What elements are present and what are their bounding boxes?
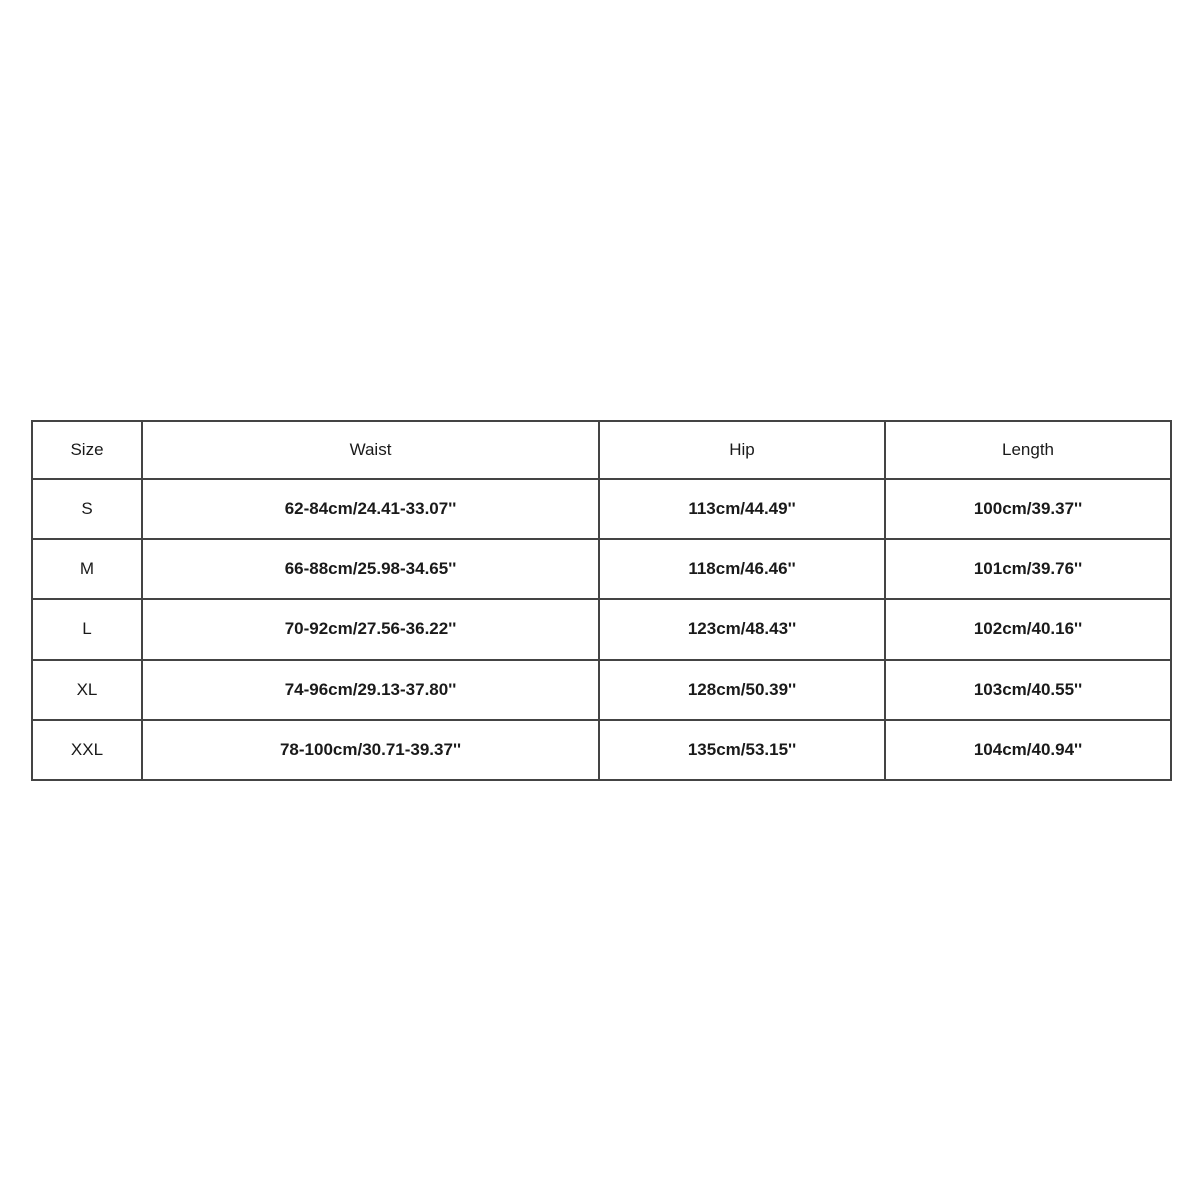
header-waist: Waist bbox=[142, 421, 599, 479]
table-header bbox=[32, 421, 1171, 479]
header-row bbox=[32, 421, 1171, 479]
waist-cell: 66-88cm/25.98-34.65'' bbox=[142, 539, 599, 599]
table-row bbox=[32, 599, 1171, 659]
size-cell: S bbox=[32, 479, 142, 539]
waist-cell: 62-84cm/24.41-33.07'' bbox=[142, 479, 599, 539]
hip-cell: 128cm/50.39'' bbox=[599, 660, 885, 720]
hip-cell: 113cm/44.49'' bbox=[599, 479, 885, 539]
table-row bbox=[32, 479, 1171, 539]
length-cell: 104cm/40.94'' bbox=[885, 720, 1171, 780]
length-cell: 102cm/40.16'' bbox=[885, 599, 1171, 659]
size-cell: M bbox=[32, 539, 142, 599]
length-cell: 101cm/39.76'' bbox=[885, 539, 1171, 599]
table-row bbox=[32, 720, 1171, 780]
length-cell: 103cm/40.55'' bbox=[885, 660, 1171, 720]
length-cell: 100cm/39.37'' bbox=[885, 479, 1171, 539]
waist-cell: 70-92cm/27.56-36.22'' bbox=[142, 599, 599, 659]
size-cell: L bbox=[32, 599, 142, 659]
size-cell: XL bbox=[32, 660, 142, 720]
header-size: Size bbox=[32, 421, 142, 479]
table-body bbox=[32, 479, 1171, 780]
header-hip: Hip bbox=[599, 421, 885, 479]
table-row bbox=[32, 539, 1171, 599]
waist-cell: 78-100cm/30.71-39.37'' bbox=[142, 720, 599, 780]
size-chart-table bbox=[31, 420, 1172, 781]
hip-cell: 118cm/46.46'' bbox=[599, 539, 885, 599]
hip-cell: 135cm/53.15'' bbox=[599, 720, 885, 780]
hip-cell: 123cm/48.43'' bbox=[599, 599, 885, 659]
table-row bbox=[32, 660, 1171, 720]
waist-cell: 74-96cm/29.13-37.80'' bbox=[142, 660, 599, 720]
size-cell: XXL bbox=[32, 720, 142, 780]
header-length: Length bbox=[885, 421, 1171, 479]
